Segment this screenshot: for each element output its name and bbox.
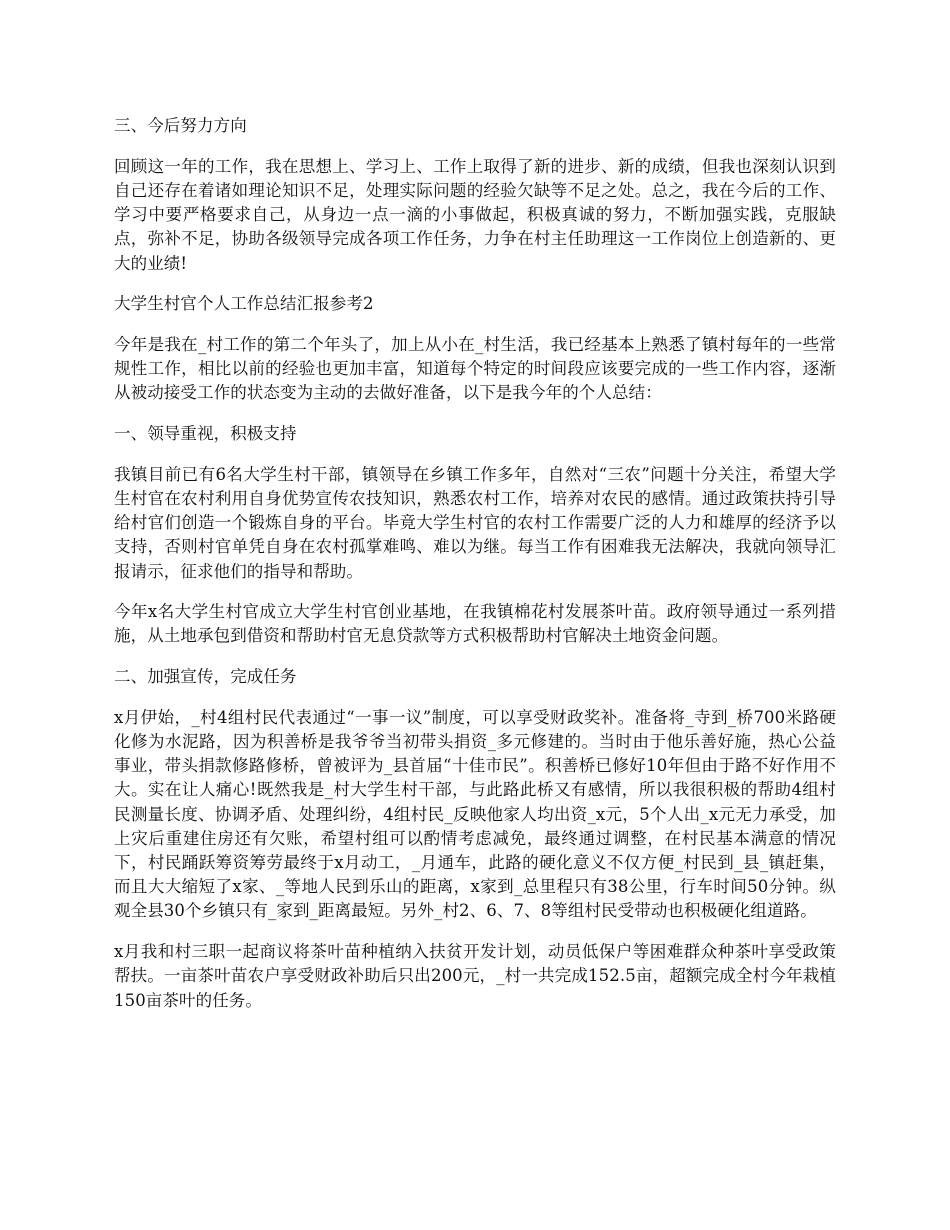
section-heading-future-direction: 三、今后努力方向 <box>114 116 247 135</box>
document-subtitle: 大学生村官个人工作总结汇报参考2 <box>114 294 374 314</box>
paragraph-startup-base: 今年x名大学生村官成立大学生村官创业基地，在我镇棉花村发展茶叶苗。政府领导通过一系列措施，从土地承包到借资和帮助村官无息贷款等方式积极帮助村官解决土地资金问题。 <box>114 602 836 646</box>
document-body <box>114 114 836 1029</box>
section-heading-leadership: 一、领导重视，积极支持 <box>114 424 297 444</box>
section-heading-publicity: 二、加强宣传，完成任务 <box>114 667 297 687</box>
paragraph-road-project: x月伊始，_村4组村民代表通过“一事一议”制度，可以享受财政奖补。准备将_寺到_桥700米路硬化修为水泥路，因为积善桥是我爷爷当初带头捐资_多元修建的。当时由于他乐善好施，热心公益事业，带头捐款修路修桥，曾被评为_县首届“十佳市民”。积善桥已修好10年但由于路不好作用不大。实在让人痛心!既然我是_村大学生村干部，与此路此桥又有感情，所以我很积极的帮助4组村民测量长度、协调矛盾、处理纠纷，4组村民_反映他家人均出资_x元，5个人出_x元无力承受，加上灾后重建住房还有欠账，希望村组可以酌情考虑减免，最终通过调整，在村民基本满意的情况下，村民踊跃筹资筹劳最终于x月动工，_月通车，此路的硬化意义不仅方便_村民到_县_镇赶集，而且大大缩短了x家、_等地人民到乐山的距离，x家到_总里程只有38公里，行车时间50分钟。纵观全县30个乡镇只有_家到_距离最短。另外_村2、6、7、8等组村民受带动也积极硬化组道路。 <box>114 707 836 921</box>
paragraph-tea-planting: x月我和村三职一起商议将茶叶苗种植纳入扶贫开发计划，动员低保户等困难群众种茶叶享受政策帮扶。一亩茶叶苗农户享受财政补助后只出200元，_村一共完成152.5亩，超额完成全村今年栽植150亩茶叶的任务。 <box>114 942 836 1010</box>
paragraph-review: 回顾这一年的工作，我在思想上、学习上、工作上取得了新的进步、新的成绩，但我也深刻认识到自己还存在着诸如理论知识不足，处理实际问题的经验欠缺等不足之处。总之，我在今后的工作、学习中要严格要求自己，从身边一点一滴的小事做起，积极真诚的努力，不断加强实践，克服缺点，弥补不足，协助各级领导完成各项工作任务，力争在村主任助理这一工作岗位上创造新的、更大的业绩! <box>114 156 836 273</box>
paragraph-leadership: 我镇目前已有6名大学生村干部，镇领导在乡镇工作多年，自然对“三农”问题十分关注，希望大学生村官在农村利用自身优势宣传农技知识，熟悉农村工作，培养对农民的感情。通过政策扶持引导给村官们创造一个锻炼自身的平台。毕竟大学生村官的农村工作需要广泛的人力和雄厚的经济予以支持，否则村官单凭自身在农村孤掌难鸣、难以为继。每当工作有困难我无法解决，我就向领导汇报请示，征求他们的指导和帮助。 <box>114 464 836 581</box>
paragraph-intro: 今年是我在_村工作的第二个年头了，加上从小在_村生活，我已经基本上熟悉了镇村每年的一些常规性工作，相比以前的经验也更加丰富，知道每个特定的时间段应该要完成的一些工作内容，逐渐从被动接受工作的状态变为主动的去做好准备，以下是我今年的个人总结： <box>114 334 836 403</box>
